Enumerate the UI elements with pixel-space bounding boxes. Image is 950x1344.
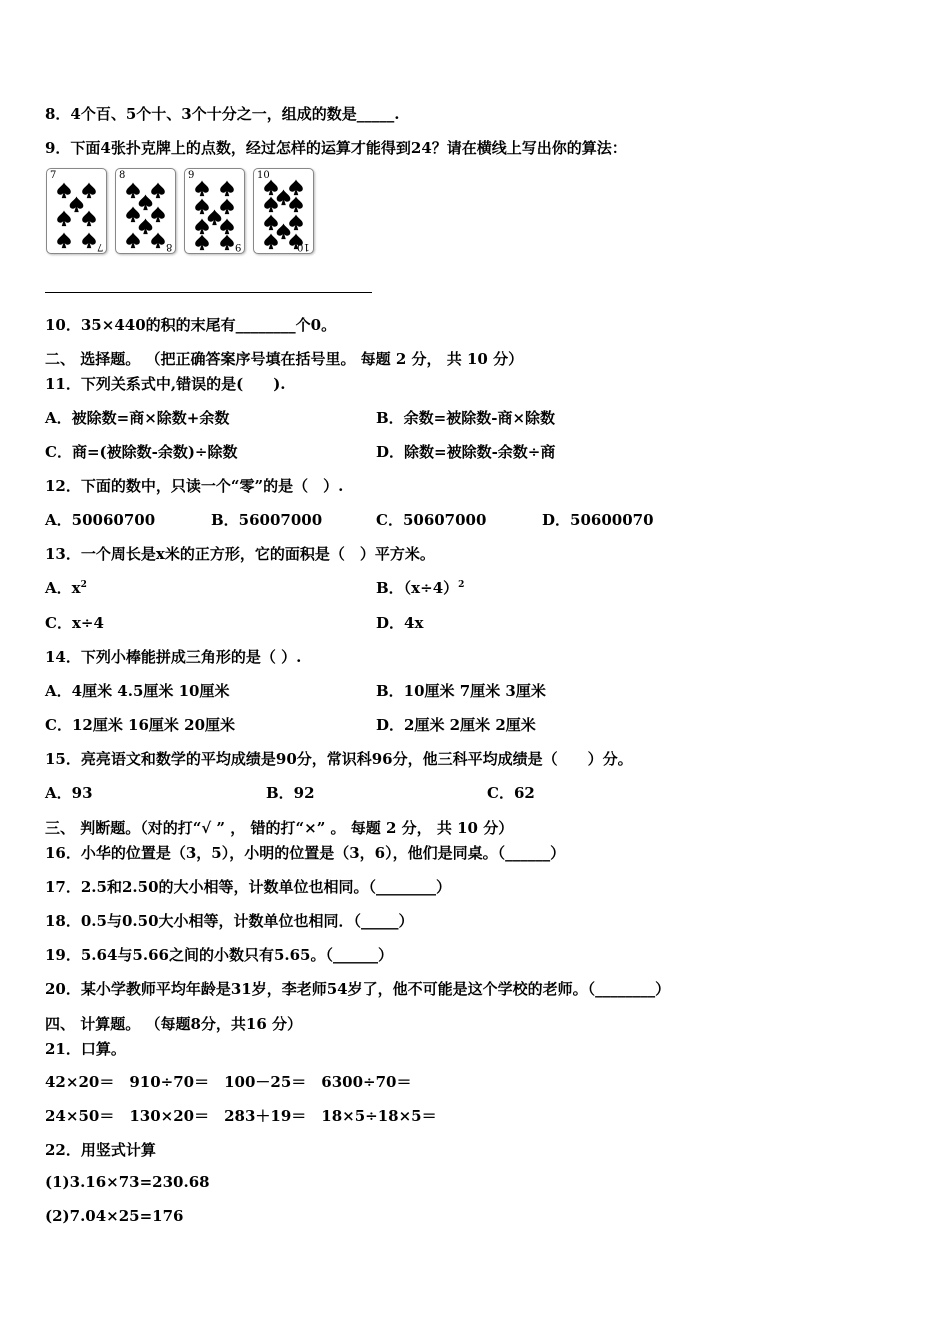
card-rank: 10 — [257, 170, 270, 181]
spade-pip — [264, 197, 278, 213]
q12-option-a: A．50060700 — [45, 511, 156, 529]
superscript: 2 — [458, 580, 465, 590]
card-8 — [115, 168, 176, 254]
question-15: 15．亮亮语文和数学的平均成绩是90分，常识科96分，他三科平均成绩是（ ）分。 — [45, 750, 633, 768]
question-12: 12．下面的数中，只读一个“零”的是（ ）. — [45, 477, 344, 495]
q11-option-b: B．余数=被除数-商×除数 — [376, 409, 556, 427]
question-10: 10．35×440的积的末尾有________个0。 — [45, 316, 337, 334]
question-19: 19．5.64与5.66之间的小数只有5.65。（______） — [45, 946, 393, 964]
q11-option-d: D．除数=被除数-余数÷商 — [376, 443, 556, 461]
card-10 — [253, 168, 314, 254]
q14-option-d: D．2厘米 2厘米 2厘米 — [376, 716, 536, 734]
spade-pip — [151, 183, 165, 199]
q12-option-d: D．50600070 — [542, 511, 654, 529]
q12-option-c: C．50607000 — [376, 511, 487, 529]
card-rank: 10 — [297, 241, 310, 252]
playing-cards — [46, 168, 314, 254]
spade-pip — [195, 219, 209, 235]
spade-pip — [277, 190, 291, 206]
q15-option-c: C．62 — [487, 784, 535, 802]
spade-pip — [57, 183, 71, 199]
question-17: 17．2.5和2.50的大小相等，计数单位也相同。（________） — [45, 878, 452, 896]
card-rank: 8 — [165, 241, 172, 252]
spade-pip — [70, 197, 84, 213]
question-8: 8．4个百、5个十、3个十分之一，组成的数是_____. — [45, 105, 400, 123]
spade-pip — [57, 233, 71, 249]
spade-pip — [151, 207, 165, 223]
spade-pip — [139, 195, 153, 211]
question-9: 9．下面4张扑克牌上的点数，经过怎样的运算才能得到24？请在横线上写出你的算法： — [45, 139, 627, 157]
card-rank: 7 — [50, 170, 57, 181]
card-rank: 8 — [119, 170, 126, 181]
section-4-heading: 四、 计算题。 （每题8分，共16 分） — [45, 1015, 302, 1033]
q13-option-a-text: A．x — [45, 579, 81, 597]
question-16: 16．小华的位置是（3，5），小明的位置是（3，6），他们是同桌。（______） — [45, 844, 566, 862]
card-rank: 7 — [96, 241, 103, 252]
spade-pip — [264, 234, 278, 250]
question-13: 13．一个周长是x米的正方形，它的面积是（ ）平方米。 — [45, 545, 435, 563]
q11-option-a: A．被除数=商×除数+余数 — [45, 409, 230, 427]
q22-part-2: (2)7.04×25=176 — [45, 1207, 184, 1225]
q15-option-a: A．93 — [45, 784, 93, 802]
spade-pip — [195, 199, 209, 215]
q22-part-1: (1)3.16×73=230.68 — [45, 1173, 210, 1191]
spade-pip — [277, 224, 291, 240]
spade-pip — [289, 180, 303, 196]
q12-option-b: B．56007000 — [211, 511, 323, 529]
spade-pip — [220, 181, 234, 197]
q13-option-d: D．4x — [376, 614, 424, 632]
spade-pip — [82, 233, 96, 249]
spade-pip — [151, 233, 165, 249]
superscript: 2 — [80, 580, 87, 590]
answer-line — [45, 292, 372, 293]
question-20: 20．某小学教师平均年龄是31岁，李老师54岁了，他不可能是这个学校的老师。（________） — [45, 980, 671, 998]
spade-pip — [195, 235, 209, 251]
q11-option-c: C．商=(被除数-余数)÷除数 — [45, 443, 238, 461]
spade-pip — [126, 233, 140, 249]
question-21: 21．口算。 — [45, 1040, 126, 1058]
q14-option-a: A．4厘米 4.5厘米 10厘米 — [45, 682, 230, 700]
spade-pip — [289, 215, 303, 231]
section-2-heading: 二、 选择题。 （把正确答案序号填在括号里。 每题 2 分， 共 10 分） — [45, 350, 524, 368]
card-9 — [184, 168, 245, 254]
q13-option-b-text: B．（x÷4） — [376, 579, 459, 597]
q13-option-c: C．x÷4 — [45, 614, 104, 632]
q13-option-b — [376, 577, 464, 598]
section-3-heading: 三、 判断题。（对的打“√ ” ， 错的打“×” 。 每题 2 分， 共 10 分） — [45, 819, 514, 837]
q13-option-a — [45, 577, 87, 598]
q14-option-c: C．12厘米 16厘米 20厘米 — [45, 716, 236, 734]
spade-pip — [220, 219, 234, 235]
spade-pip — [126, 183, 140, 199]
question-11: 11．下列关系式中,错误的是( ). — [45, 375, 286, 393]
question-22: 22．用竖式计算 — [45, 1141, 156, 1159]
spade-pip — [289, 197, 303, 213]
spade-pip — [220, 199, 234, 215]
card-rank: 9 — [234, 241, 241, 252]
q15-option-b: B．92 — [266, 784, 315, 802]
question-14: 14．下列小棒能拼成三角形的是（ ）. — [45, 648, 302, 666]
spade-pip — [264, 180, 278, 196]
q14-option-b: B．10厘米 7厘米 3厘米 — [376, 682, 546, 700]
spade-pip — [82, 211, 96, 227]
spade-pip — [220, 235, 234, 251]
question-18: 18．0.5与0.50大小相等，计数单位也相同．（_____） — [45, 912, 414, 930]
spade-pip — [264, 215, 278, 231]
spade-pip — [208, 210, 222, 226]
spade-pip — [82, 183, 96, 199]
q21-row-2: 24×50＝ 130×20＝ 283＋19＝ 18×5÷18×5＝ — [45, 1107, 437, 1125]
q21-row-1: 42×20＝ 910÷70＝ 100－25＝ 6300÷70＝ — [45, 1073, 412, 1091]
card-7 — [46, 168, 107, 254]
spade-pip — [126, 207, 140, 223]
spade-pip — [57, 211, 71, 227]
spade-pip — [139, 219, 153, 235]
card-rank: 9 — [188, 170, 195, 181]
spade-pip — [195, 181, 209, 197]
